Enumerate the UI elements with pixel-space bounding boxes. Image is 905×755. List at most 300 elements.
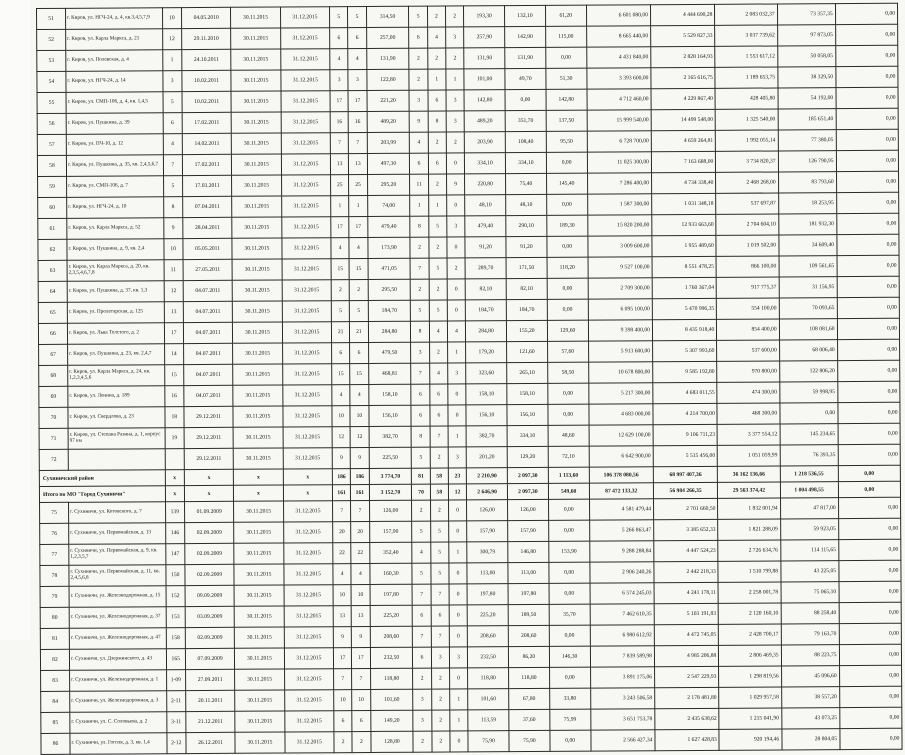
table-cell: 7 [333, 501, 351, 522]
table-cell: 30.11.2015 [233, 406, 283, 427]
table-cell: Итого по МО "Город Сухиничи" [39, 486, 165, 503]
table-cell: 0 [449, 584, 467, 605]
table-cell: 2 [430, 500, 448, 521]
register-table [36, 3, 903, 755]
table-cell: 382,70 [466, 426, 507, 447]
table-cell: 53 [37, 50, 66, 71]
table-cell: 2 806 469,35 [719, 645, 781, 666]
table-cell: 3 [348, 69, 366, 90]
table-cell: 126,00 [508, 499, 549, 520]
table-cell: 122,80 [366, 69, 409, 90]
table-cell: 74,00 [367, 195, 410, 216]
table-cell: 3 774,70 [369, 468, 412, 484]
table-cell: 1 821 288,09 [718, 519, 780, 540]
table-cell: 4 229 867,40 [651, 88, 716, 109]
table-cell: 126,00 [467, 500, 508, 521]
table-cell: 866 100,00 [716, 256, 778, 277]
table-cell: 118,80 [370, 668, 413, 689]
table-cell: 5 [429, 258, 447, 279]
table-cell: 7 [412, 584, 430, 605]
table-cell: 6 980 612,92 [590, 625, 655, 646]
table-cell: 30.11.2015 [233, 427, 283, 448]
table-cell: г. Киров, ул. НГЧ-24, д. 10 [67, 197, 164, 219]
table-cell: 57,60 [547, 341, 588, 362]
table-cell: 4 472 745,05 [654, 624, 719, 645]
table-cell: 31.12.2015 [280, 28, 330, 49]
table-cell: 137,50 [546, 110, 587, 131]
table-cell: 6 [430, 384, 448, 405]
table-cell: 80 [40, 607, 69, 628]
table-cell: 4 431 840,00 [586, 47, 651, 68]
table-cell: 30.11.2015 [235, 627, 285, 648]
table-cell: 30.11.2015 [234, 564, 284, 585]
table-row [41, 728, 902, 754]
table-cell: 225,20 [370, 605, 413, 626]
table-cell: 34 609,40 [779, 235, 837, 256]
table-cell: 30.11.2015 [233, 364, 283, 385]
table-cell: 129,60 [547, 320, 588, 341]
table-cell: x [184, 485, 233, 501]
table-cell: 70 [412, 484, 430, 500]
table-cell: 67,80 [509, 688, 550, 709]
table-cell: 3 037 739,62 [715, 25, 777, 46]
table-cell: 479,50 [368, 342, 411, 363]
table-cell: 31 156,95 [779, 277, 837, 298]
table-cell: 30.11.2015 [235, 690, 285, 711]
table-cell: 2 906 240,26 [589, 562, 654, 583]
table-cell: 05.05.2011 [183, 238, 233, 259]
table-cell: 31.12.2015 [283, 543, 333, 564]
table-cell: 25 [331, 175, 349, 196]
table-cell: 21 [350, 321, 368, 342]
table-cell: 52 [37, 29, 66, 50]
table-cell: 290,10 [506, 215, 547, 236]
table-cell: г. Киров, ул. Льва Толстого, д. 2 [67, 323, 164, 345]
table-cell: 15 [332, 364, 350, 385]
table-cell: 150 [165, 565, 184, 586]
table-cell: 1 113,60 [548, 467, 589, 483]
table-cell: 5 [430, 521, 448, 542]
table-cell: 129,20 [507, 446, 548, 467]
table-cell: 351,70 [505, 110, 546, 131]
table-cell: 9 [333, 627, 351, 648]
table-cell: 142,90 [505, 26, 546, 47]
table-cell: 295,50 [368, 279, 411, 300]
table-cell: 160,30 [369, 563, 412, 584]
table-cell: 59 998,95 [779, 382, 837, 403]
table-cell: 5 [412, 521, 430, 542]
table-cell: 10 [334, 690, 352, 711]
table-cell: 13 [164, 302, 183, 323]
table-cell: 113,00 [508, 562, 549, 583]
table-cell: 8 [410, 216, 428, 237]
table-cell: 0 [447, 279, 465, 300]
table-cell: 208,60 [370, 626, 413, 647]
table-cell: 29.12.2011 [184, 406, 234, 427]
table-cell: 2-12 [167, 733, 186, 754]
table-cell: 14.02.2011 [182, 133, 232, 154]
table-cell: 0,00 [836, 192, 899, 213]
table-cell: 54 [37, 71, 66, 92]
table-cell: 30.11.2015 [235, 669, 285, 690]
table-cell: 1 031 348,18 [652, 193, 717, 214]
table-cell: 81 [40, 628, 69, 649]
table-cell: 2 [352, 731, 370, 752]
table-cell: 62 [38, 239, 67, 260]
table-cell: 1 [428, 195, 446, 216]
table-cell: 6 [428, 153, 446, 174]
table-cell: 17.02.2011 [182, 112, 232, 133]
table-cell: 17 [348, 90, 366, 111]
table-cell: 2-11 [166, 691, 185, 712]
table-cell: 0,00 [836, 171, 899, 192]
table-cell: 29.11.2010 [182, 28, 232, 49]
table-cell: г. Сухиничи, ул. Железнодорожная, д. 1 [70, 670, 167, 692]
table-cell: 18 253,95 [778, 193, 836, 214]
table-cell: 09.09.2009 [185, 585, 235, 606]
table-cell: 0,00 [839, 686, 902, 707]
table-cell: 0,00 [837, 339, 900, 360]
table-cell: 0,00 [839, 644, 902, 665]
table-cell: 0,00 [546, 194, 587, 215]
table-cell: 5 [331, 301, 349, 322]
table-cell: 197,80 [508, 583, 549, 604]
table-cell: 0,00 [837, 255, 900, 276]
table-cell: 1 [410, 195, 428, 216]
table-cell: 208,60 [508, 625, 549, 646]
table-cell: 6 [334, 711, 352, 732]
table-cell: г. Сухиничи, ул. Дзержинского, д. 43 [69, 649, 166, 671]
table-cell: 50 058,05 [777, 46, 835, 67]
table-cell: 334,10 [465, 153, 506, 174]
table-cell: г. Киров, ул. Пушкина, д. 9, кв. 2,4 [67, 239, 164, 261]
table-cell: 0,00 [839, 665, 902, 686]
table-cell: 20 [351, 521, 369, 542]
table-cell: 2 468 268,00 [716, 172, 778, 193]
table-cell: г. Киров, ул. НГЧ-24, д. 14 [66, 71, 163, 93]
table-cell: 4 734 338,40 [651, 172, 716, 193]
table-cell: 75,90 [509, 730, 550, 751]
table-cell: 2 [334, 732, 352, 753]
table-cell: 5 [411, 300, 429, 321]
table-cell: 59 923,05 [780, 519, 838, 540]
table-cell: г. Киров, ул. Пушкина, д. 23, кв. 2,4,7 [68, 344, 165, 366]
table-cell: 2 [432, 710, 450, 731]
table-cell: 13 [349, 153, 367, 174]
table-cell: 48,60 [548, 425, 589, 446]
table-cell: 5 529 827,33 [651, 25, 716, 46]
table-cell: г. Киров, ул. Карла Маркса, д. 52 [67, 218, 164, 240]
table-cell: 2 [446, 132, 464, 153]
table-cell: 30.11.2015 [231, 70, 281, 91]
table-cell: 86 [41, 733, 70, 754]
table-cell: 54 192,00 [778, 88, 836, 109]
table-cell: г. Сухиничи, ул. Котовского, д. 7 [69, 502, 166, 524]
table-cell: 153 [166, 607, 185, 628]
table-cell: г. Киров, ул. Карла Маркса, д. 20, кв. 2,3,5,4,6,7,8 [67, 260, 164, 282]
table-cell: 17.03.2011 [182, 175, 232, 196]
table-cell: 70 093,65 [779, 298, 837, 319]
table-cell: 31.12.2015 [283, 448, 333, 469]
table-cell: 0,00 [837, 318, 900, 339]
table-cell: 31.12.2015 [284, 669, 334, 690]
table-cell: 1 325 540,00 [716, 109, 778, 130]
table-cell: 2 165 616,75 [651, 67, 716, 88]
table-cell: 4 214 700,00 [653, 403, 718, 424]
table-cell: 75 065,10 [781, 582, 839, 603]
table-cell: 4 [349, 237, 367, 258]
table-cell: 0,00 [547, 278, 588, 299]
table-cell: 3 385 652,33 [654, 519, 719, 540]
table-cell: 9 [350, 447, 368, 468]
table-cell: г. Киров, ул. Карла Маркса, д. 21 [66, 29, 163, 51]
table-cell: 2 [429, 279, 447, 300]
table-cell: 02.09.2009 [185, 543, 235, 564]
table-cell: 1 [450, 710, 468, 731]
table-cell: 920 194,46 [719, 729, 781, 750]
table-cell: 31.12.2015 [281, 217, 331, 238]
table-cell: 8 435 918,40 [652, 319, 717, 340]
table-cell: 5 307 993,60 [653, 340, 718, 361]
table-cell: 8 [412, 426, 430, 447]
table-cell: 0,00 [839, 560, 902, 581]
table-cell: 145,40 [546, 173, 587, 194]
table-cell: 15 820 200,00 [587, 215, 652, 236]
table-cell: 31.12.2015 [282, 259, 332, 280]
table-cell: 0,00 [839, 581, 902, 602]
table-cell: 0,00 [839, 707, 902, 728]
table-cell: г. Сухиничи, ул. Первомайская, д. 11, кв. 2,4,5,6,8 [69, 565, 166, 587]
table-cell: г. Сухиничи, ул. Железнодорожная, д. 37 [69, 607, 166, 629]
table-cell: 48,10 [506, 194, 547, 215]
table-cell: 3 377 554,12 [717, 424, 779, 445]
table-cell: 179,20 [466, 342, 507, 363]
table-cell: 30.11.2015 [233, 448, 283, 469]
table-cell: 04.07.2011 [183, 322, 233, 343]
table-cell: 0,00 [840, 728, 903, 749]
table-cell [68, 449, 165, 471]
table-cell: 5 [163, 176, 182, 197]
table-cell: г. Киров, ул. Свердлова, д. 23 [68, 407, 165, 429]
table-cell: 153,90 [549, 541, 590, 562]
table-cell: 2 428 700,17 [719, 624, 781, 645]
table-cell: 1 [448, 426, 466, 447]
table-cell: 47 817,00 [780, 498, 838, 519]
table-cell: 4 [410, 132, 428, 153]
table-cell: г. Сухиничи, ул. Гоголя, д. 3, кв. 1,4 [70, 733, 167, 755]
table-cell: 31.12.2015 [281, 70, 331, 91]
table-cell: 68 006,40 [779, 340, 837, 361]
table-cell: 155,20 [506, 320, 547, 341]
table-cell: 0,00 [836, 108, 899, 129]
table-cell: 184,70 [466, 300, 507, 321]
table-cell: 158 [166, 628, 185, 649]
table-cell: 184,70 [368, 300, 411, 321]
table-cell: 4 [412, 542, 430, 563]
table-cell: 5 [412, 563, 430, 584]
table-cell: 14 [164, 344, 183, 365]
table-cell: 0,00 [836, 87, 899, 108]
table-cell: 300,79 [467, 542, 508, 563]
table-cell: 0 [448, 384, 466, 405]
table-cell: 7 [163, 155, 182, 176]
table-cell: 35,70 [549, 604, 590, 625]
table-cell: 30.11.2015 [231, 91, 281, 112]
table-cell: 84 [41, 691, 70, 712]
table-cell: 7 [430, 426, 448, 447]
table-cell: 9 527 100,00 [588, 257, 653, 278]
table-cell: 2 726 634,76 [718, 540, 780, 561]
table-cell: 3 [447, 216, 465, 237]
table-cell: 0,00 [505, 89, 546, 110]
table-cell: 2 [410, 237, 428, 258]
table-cell: 6 [330, 28, 348, 49]
table-cell: 30.11.2015 [232, 154, 282, 175]
table-cell: 58 [430, 484, 448, 500]
table-cell: 220,80 [465, 174, 506, 195]
table-cell: 2 258 001,78 [718, 582, 780, 603]
table-cell: x [184, 469, 233, 485]
table-cell: 497,30 [367, 153, 410, 174]
table-cell: 0,00 [548, 499, 589, 520]
table-cell: x [234, 469, 283, 485]
table-cell: 30.11.2015 [231, 49, 281, 70]
table-cell: 113,00 [467, 563, 508, 584]
table-cell: 0,00 [838, 539, 901, 560]
table-cell: 30.11.2015 [231, 28, 281, 49]
table-cell: 60 [38, 197, 67, 218]
table-cell: 7 [413, 626, 431, 647]
table-cell: 3 [448, 447, 466, 468]
table-cell: 31.12.2015 [281, 133, 331, 154]
table-cell: 8 [428, 111, 446, 132]
table-cell: 70 [39, 407, 68, 428]
table-cell: 2 646,90 [467, 484, 508, 500]
table-cell: 2 442 218,33 [654, 561, 719, 582]
table-cell: 16 [348, 111, 366, 132]
table-cell: 2 083 032,37 [715, 4, 777, 25]
table-cell: 4 [429, 321, 447, 342]
table-cell: 6 574 245,03 [590, 583, 655, 604]
table-cell: 02.09.2009 [185, 564, 235, 585]
table-cell: 4 444 690,28 [650, 4, 715, 25]
table-cell: 91,20 [465, 237, 506, 258]
table-cell: 1 553 617,12 [715, 46, 777, 67]
table-body [37, 3, 903, 754]
table-cell: 10 [332, 406, 350, 427]
table-cell: 1 051 059,99 [718, 445, 780, 466]
table-cell: 108 081,60 [779, 319, 837, 340]
register-sheet [36, 3, 902, 747]
table-cell: 1 004 498,55 [780, 482, 838, 498]
table-cell: 58 [430, 468, 448, 484]
table-cell: 4 683 011,55 [653, 382, 718, 403]
table-cell: г. Киров, ул. Степана Разина, д. 1, корпус 97 км [68, 428, 165, 450]
table-cell: 468 300,00 [717, 403, 779, 424]
table-cell: 2 [430, 447, 448, 468]
table-cell: 30.11.2015 [234, 585, 284, 606]
table-cell: 31.12.2015 [285, 732, 335, 753]
table-cell: 0,00 [837, 276, 900, 297]
table-cell: 4 241 178,11 [654, 582, 719, 603]
table-cell: 01.09.2009 [184, 501, 234, 522]
table-cell: 31.12.2015 [281, 154, 331, 175]
table-cell: 917 775,37 [717, 277, 779, 298]
table-cell: 2 435 638,62 [655, 708, 720, 729]
table-cell: 0,00 [837, 297, 900, 318]
table-cell: 4 [427, 27, 445, 48]
table-cell: 12 [448, 484, 466, 500]
table-cell: 31.12.2015 [281, 196, 331, 217]
table-cell: 16 [164, 386, 183, 407]
table-cell: 72,10 [548, 446, 589, 467]
table-cell: 31.12.2015 [284, 564, 334, 585]
table-cell: 537 697,87 [716, 193, 778, 214]
table-cell: 0,00 [837, 381, 900, 402]
table-cell: 197,80 [370, 584, 413, 605]
table-cell: 7 [330, 133, 348, 154]
table-cell: 0,00 [836, 129, 899, 150]
table-cell: 1 189 653,75 [715, 67, 777, 88]
table-cell: 0,00 [838, 497, 901, 518]
table-cell: 0,00 [547, 236, 588, 257]
table-cell: 2 [446, 48, 464, 69]
table-cell: 106 378 080,56 [589, 467, 654, 483]
table-cell: 07.09.2009 [185, 648, 235, 669]
table-cell: 1 019 502,00 [716, 235, 778, 256]
table-cell: 17 [333, 648, 351, 669]
table-cell: 87 472 133,32 [589, 483, 654, 499]
table-cell: 2 [428, 132, 446, 153]
table-cell: 537 600,00 [717, 340, 779, 361]
table-cell: 5 [348, 6, 366, 27]
table-cell: 7 839 589,98 [590, 646, 655, 667]
table-cell: 31.12.2015 [282, 364, 332, 385]
table-cell: 334,10 [507, 425, 548, 446]
table-cell: 0,00 [547, 299, 588, 320]
table-cell: 101,00 [464, 69, 505, 90]
table-cell: 2 [429, 237, 447, 258]
table-cell: 4 [331, 238, 349, 259]
table-cell: 18 [165, 407, 184, 428]
table-cell: 0,00 [549, 583, 590, 604]
table-cell: 71 [39, 428, 68, 449]
table-cell: 471,05 [368, 258, 411, 279]
table-cell: 161 [332, 485, 350, 501]
table-cell: 1-09 [166, 670, 185, 691]
table-cell: 7 [349, 132, 367, 153]
table-cell: 6 [163, 113, 182, 134]
table-cell: 2 097,30 [507, 467, 548, 483]
table-cell: 69 [39, 386, 68, 407]
table-cell: 31.12.2015 [282, 238, 332, 259]
table-cell: 1 587 300,00 [587, 194, 652, 215]
table-cell: 9 585 192,80 [653, 361, 718, 382]
table-cell: 9 398 400,00 [588, 320, 653, 341]
table-cell: 0,00 [835, 66, 898, 87]
table-cell: 13 [333, 606, 351, 627]
table-cell: 19 [165, 428, 184, 449]
table-cell: 126,00 [369, 500, 412, 521]
table-cell: 0 [448, 405, 466, 426]
table-cell: 30.11.2015 [232, 175, 282, 196]
table-cell: 4 [332, 385, 350, 406]
table-cell: 3 [413, 710, 431, 731]
table-cell: г. Киров, ул. НГЧ-24, д. 4, кв.3,4,5,7,9 [65, 8, 162, 30]
table-cell: 11 [164, 260, 183, 281]
table-cell: 15 [331, 259, 349, 280]
table-cell: 0,00 [839, 602, 902, 623]
